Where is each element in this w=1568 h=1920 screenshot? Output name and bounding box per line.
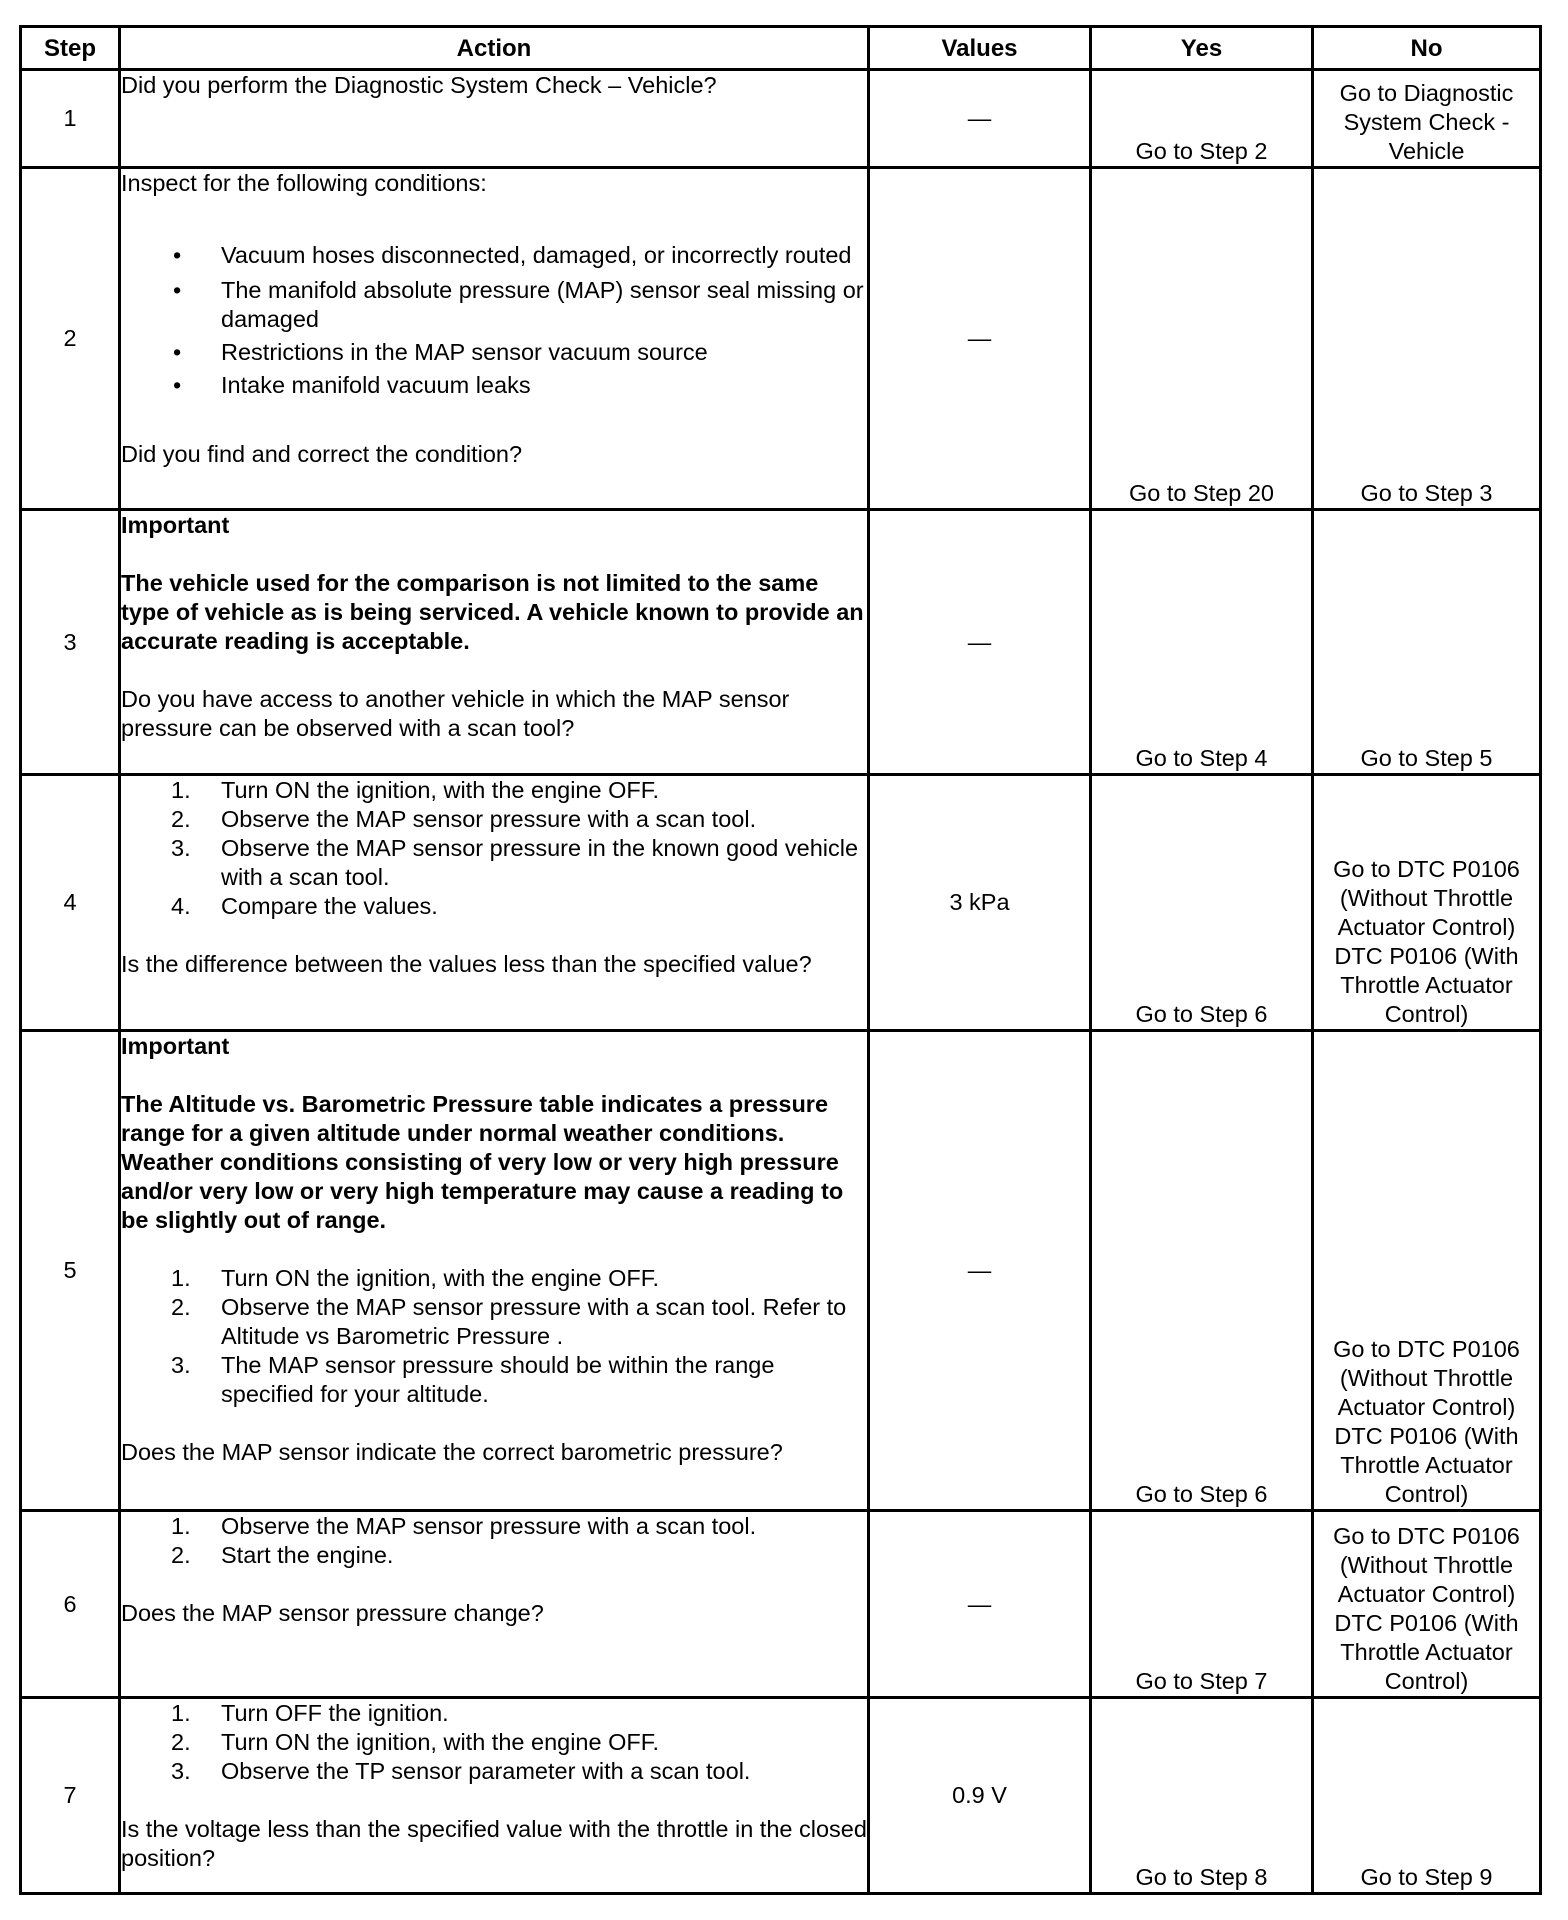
values-cell: 3 kPa: [869, 775, 1091, 1031]
step-number: 5: [21, 1031, 120, 1511]
yes-cell: Go to Step 8: [1091, 1698, 1313, 1894]
table-row: [21, 168, 1541, 510]
bullet-icon: •: [173, 242, 182, 268]
table-row: [21, 1031, 1541, 1511]
list-number: 2.: [171, 806, 191, 832]
important-label: Important: [121, 1033, 230, 1059]
action-question: Is the voltage less than the specified value with the throttle in the closed position?: [121, 1816, 867, 1871]
action-cell: [120, 1511, 869, 1698]
list-number: 2.: [171, 1542, 191, 1568]
action-cell: [120, 168, 869, 510]
action-intro: Inspect for the following conditions:: [121, 170, 487, 196]
values-cell: —: [869, 168, 1091, 510]
no-cell: Go to Diagnostic System Check - Vehicle: [1313, 70, 1541, 168]
values-cell: —: [869, 1031, 1091, 1511]
yes-cell: Go to Step 20: [1091, 168, 1313, 510]
list-item: 3. The MAP sensor pressure should be within the range specified for your altitude.: [171, 1352, 775, 1407]
list-number: 3.: [171, 1758, 191, 1784]
table-row: [21, 1511, 1541, 1698]
list-item: 1. Turn OFF the ignition.: [171, 1700, 449, 1726]
important-note: The vehicle used for the comparison is not limited to the same type of vehicle as is being serviced. A vehicle known to provide an accurate reading is acceptable.: [121, 570, 864, 654]
action-text: Did you perform the Diagnostic System Check – Vehicle?: [121, 72, 717, 98]
action-cell: [120, 510, 869, 775]
header-no: No: [1313, 27, 1541, 70]
list-item: 4. Compare the values.: [171, 893, 438, 919]
list-item: 2. Start the engine.: [171, 1542, 394, 1568]
no-cell: Go to DTC P0106 (Without Throttle Actuator Control) DTC P0106 (With Throttle Actuator Control): [1313, 1511, 1541, 1698]
no-cell: Go to DTC P0106 (Without Throttle Actuator Control) DTC P0106 (With Throttle Actuator Control): [1313, 775, 1541, 1031]
list-number: 1.: [171, 1700, 191, 1726]
list-item: 2. Observe the MAP sensor pressure with a scan tool. Refer to Altitude vs Barometric Pressure .: [171, 1294, 847, 1349]
list-item: 1. Turn ON the ignition, with the engine OFF.: [171, 777, 660, 803]
table-row: [21, 775, 1541, 1031]
procedure-list: [121, 776, 867, 921]
list-item: 1. Observe the MAP sensor pressure with a scan tool.: [171, 1513, 757, 1539]
procedure-list: [121, 1699, 867, 1786]
list-number: 4.: [171, 893, 191, 919]
list-item: 1. Turn ON the ignition, with the engine OFF.: [171, 1265, 660, 1291]
list-item: 3. Observe the TP sensor parameter with a scan tool.: [171, 1758, 751, 1784]
table-row: [21, 510, 1541, 775]
list-number: 3.: [171, 1352, 191, 1378]
list-item: • Restrictions in the MAP sensor vacuum source: [173, 339, 708, 365]
action-cell: [120, 1698, 869, 1894]
action-cell: [120, 1031, 869, 1511]
header-step: Step: [21, 27, 120, 70]
values-cell: 0.9 V: [869, 1698, 1091, 1894]
important-note: The Altitude vs. Barometric Pressure table indicates a pressure range for a given altitude under normal weather conditions. Weather conditions consisting of very low or very high pressure and/or very low or very high temperature may cause a reading to be slightly out of range.: [121, 1091, 844, 1233]
diagnostic-table: [19, 25, 1542, 1895]
header-yes: Yes: [1091, 27, 1313, 70]
list-item: • Intake manifold vacuum leaks: [173, 372, 531, 398]
list-item: • Vacuum hoses disconnected, damaged, or incorrectly routed: [173, 242, 852, 268]
step-number: 2: [21, 168, 120, 510]
bullet-icon: •: [173, 372, 182, 398]
action-question: Do you have access to another vehicle in which the MAP sensor pressure can be observed with a scan tool?: [121, 686, 790, 741]
list-number: 1.: [171, 1265, 191, 1291]
no-cell: Go to Step 9: [1313, 1698, 1541, 1894]
step-number: 4: [21, 775, 120, 1031]
action-cell: [120, 70, 869, 168]
step-number: 6: [21, 1511, 120, 1698]
list-item: 2. Observe the MAP sensor pressure with a scan tool.: [171, 806, 757, 832]
step-number: 3: [21, 510, 120, 775]
procedure-list: [121, 1264, 867, 1409]
no-cell: Go to Step 3: [1313, 168, 1541, 510]
step-number: 1: [21, 70, 120, 168]
list-number: 1.: [171, 1513, 191, 1539]
step-number: 7: [21, 1698, 120, 1894]
action-cell: [120, 775, 869, 1031]
yes-cell: Go to Step 6: [1091, 775, 1313, 1031]
table-row: [21, 70, 1541, 168]
list-item: 3. Observe the MAP sensor pressure in the known good vehicle with a scan tool.: [171, 835, 859, 890]
values-cell: —: [869, 1511, 1091, 1698]
list-number: 2.: [171, 1729, 191, 1755]
table-row: [21, 1698, 1541, 1894]
values-cell: —: [869, 510, 1091, 775]
action-question: Did you find and correct the condition?: [121, 441, 523, 467]
list-number: 2.: [171, 1294, 191, 1320]
bullet-icon: •: [173, 339, 182, 365]
yes-cell: Go to Step 2: [1091, 70, 1313, 168]
list-number: 3.: [171, 835, 191, 861]
yes-cell: Go to Step 7: [1091, 1511, 1313, 1698]
procedure-list: [121, 1512, 867, 1570]
list-item: • The manifold absolute pressure (MAP) sensor seal missing or damaged: [173, 277, 864, 332]
yes-cell: Go to Step 6: [1091, 1031, 1313, 1511]
important-label: Important: [121, 512, 230, 538]
list-number: 1.: [171, 777, 191, 803]
header-row: [21, 27, 1541, 70]
condition-list: [121, 241, 867, 400]
yes-cell: Go to Step 4: [1091, 510, 1313, 775]
action-question: Is the difference between the values less than the specified value?: [121, 951, 812, 977]
bullet-icon: •: [173, 277, 182, 303]
header-values: Values: [869, 27, 1091, 70]
values-cell: —: [869, 70, 1091, 168]
no-cell: Go to DTC P0106 (Without Throttle Actuator Control) DTC P0106 (With Throttle Actuator Control): [1313, 1031, 1541, 1511]
action-question: Does the MAP sensor indicate the correct barometric pressure?: [121, 1439, 783, 1465]
action-question: Does the MAP sensor pressure change?: [121, 1600, 544, 1626]
header-action: Action: [120, 27, 869, 70]
list-item: 2. Turn ON the ignition, with the engine OFF.: [171, 1729, 660, 1755]
no-cell: Go to Step 5: [1313, 510, 1541, 775]
